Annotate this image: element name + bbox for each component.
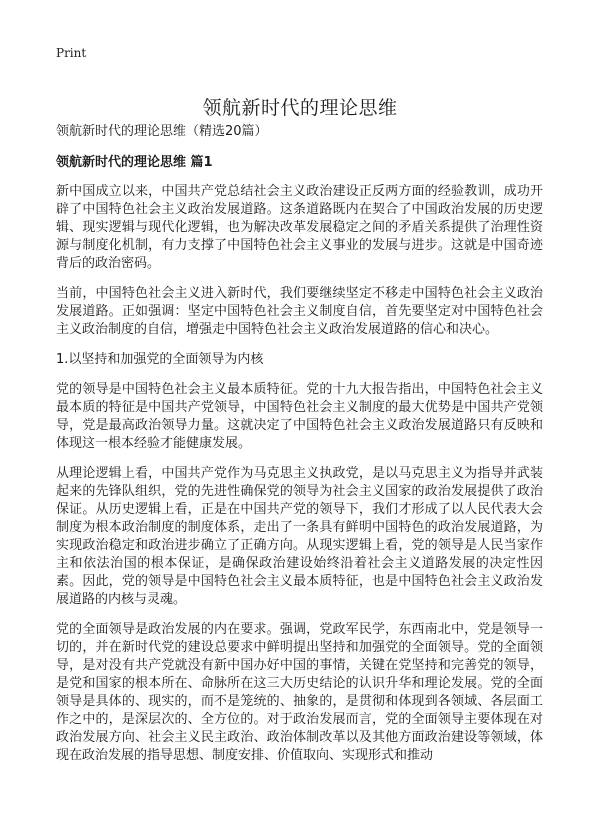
paragraph-party-leadership: 党的领导是中国特色社会主义最本质特征。党的十九大报告指出，中国特色社会主义最本质的特征是中国共产党领导，中国特色社会主义制度的最大优势是中国共产党领导，党是最高政治领导力量。这就决定了中国特色社会主义政治发展道路只有反映和体现这一根本经验才能健康发展。 [56, 382, 543, 451]
paragraph-logic: 从理论逻辑上看，中国共产党作为马克思主义执政党，是以马克思主义为指导并武装起来的先锋队组织，党的先进性确保党的领导为社会主义国家的政治发展提供了政治保证。从历史逻辑上看，正是在中国共产党的领导下，我们才形成了以人民代表大会制度为根本政治制度的制度体系，走出了一条具有鲜明中国特色的政治发展道路，为实现政治稳定和政治进步确立了正确方向。从现实逻辑上看，党的领导是人民当家作主和依法治国的根本保证，是确保政治建设始终沿着社会主义道路发展的决定性因素。因此，党的领导是中国特色社会主义最本质特征，也是中国特色社会主义政治发展道路的内核与灵魂。 [56, 466, 543, 607]
document-subtitle: 领航新时代的理论思维（精选20篇） [56, 124, 268, 139]
paragraph-intro: 新中国成立以来，中国共产党总结社会主义政治建设正反两方面的经验教训，成功开辟了中国特色社会主义政治发展道路。这条道路既内在契合了中国政治发展的历史逻辑、现实逻辑与现代化逻辑，也为解决改革发展稳定之间的矛盾关系提供了治理性资源与制度化机制，有力支撑了中国特色社会主义事业的发展与进步。这就是中国奇迹背后的政治密码。 [56, 184, 543, 271]
paragraph-current: 当前，中国特色社会主义进入新时代，我们要继续坚定不移走中国特色社会主义政治发展道路。正如强调：坚定中国特色社会主义制度自信，首先要坚定对中国特色社会主义政治制度的自信，增强走中国特色社会主义政治发展道路的信心和决心。 [56, 286, 543, 337]
paragraph-comprehensive-leadership: 党的全面领导是政治发展的内在要求。强调，党政军民学，东西南北中，党是领导一切的，并在新时代党的建设总要求中鲜明提出坚持和加强党的全面领导。党的全面领导，是对没有共产党就没有新中国办好中国的事情，关键在党坚持和完善党的领导，是党和国家的根本所在、命脉所在这三大历史结论的认识升华和理论发展。党的全面领导是具体的、现实的，而不是笼统的、抽象的，是贯彻和体现到各领域、各层面工作之中的，是深层次的、全方位的。对于政治发展而言，党的全面领导主要体现在对政治发展方向、社会主义民主政治、政治体制改革以及其他方面政治建设等领域，体现在政治发展的指导思想、制度安排、价值取向、实现形式和推动 [56, 622, 543, 763]
print-link[interactable]: Print [56, 46, 87, 60]
article-body [56, 183, 543, 777]
list-heading-1: 1.以坚持和加强党的全面领导为内核 [56, 352, 264, 367]
page-title: 领航新时代的理论思维 [202, 96, 398, 119]
section-heading: 领航新时代的理论思维 篇1 [56, 155, 213, 170]
